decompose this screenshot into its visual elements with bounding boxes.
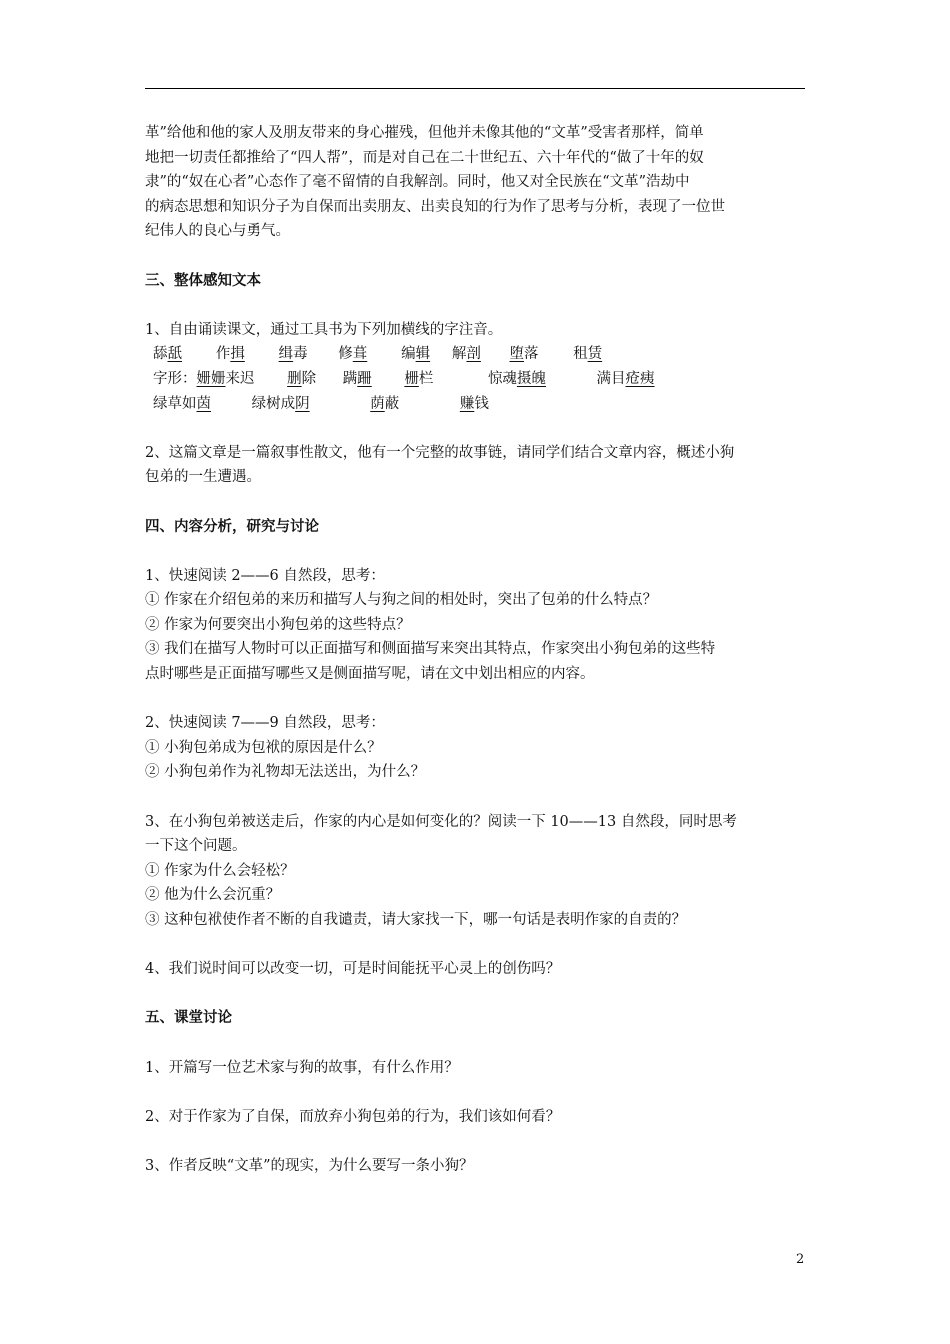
text-line: 的病态思想和知识分子为自保而出卖朋友、出卖良知的行为作了思考与分析，表现了一位世 [145, 198, 725, 215]
question-5-3: 3、作者反映“文革”的现实，为什么要写一条小狗？ [145, 1157, 474, 1174]
text-line: 地把一切责任都推给了“四人帮”，而是对自己在二十世纪五、六十年代的“做了十年的奴 [145, 149, 704, 166]
vocab-row-1 [145, 342, 807, 367]
vocab-item: 荫蔽 [370, 395, 400, 412]
sub-question: ① 作家为什么会轻松？ [145, 862, 295, 879]
vocab-item: 满目疮痍 [596, 370, 655, 387]
intro-paragraph [145, 121, 807, 244]
vocab-item: 租赁 [573, 346, 603, 363]
question-4-3: 3、在小狗包弟被送走后，作家的内心是如何变化的？阅读一下 10——13 自然段，同时思考 [145, 813, 737, 830]
text-line: 纪伟人的良心与勇气。 [145, 223, 290, 240]
vocab-item: 缉毒 [278, 346, 308, 363]
sub-question: ② 小狗包弟作为礼物却无法送出，为什么？ [145, 764, 426, 781]
sub-question: ② 作家为何要突出小狗包弟的这些特点？ [145, 616, 411, 633]
question-4-4: 4、我们说时间可以改变一切，可是时间能抚平心灵上的创伤吗？ [145, 961, 561, 978]
header-rule [145, 88, 805, 89]
vocab-item: 蹒跚 [342, 370, 372, 387]
text-line: 一下这个问题。 [145, 838, 247, 855]
section-heading-4: 四、内容分析，研究与讨论 [145, 517, 319, 535]
question-4-2: 2、快速阅读 7——9 自然段，思考： [145, 715, 385, 732]
vocab-item: 绿草如茵 [153, 395, 211, 412]
question-3-2 [145, 441, 807, 490]
text-line: 2、这篇文章是一篇叙事性散文，他有一个完整的故事链，请同学们结合文章内容，概述小狗 [145, 444, 735, 461]
text-line: 革”给他和他的家人及朋友带来的身心摧残，但他并未像其他的“文革”受害者那样，简单 [145, 125, 704, 141]
vocab-item: 作揖 [215, 346, 245, 363]
sub-question: ① 小狗包弟成为包袱的原因是什么？ [145, 739, 382, 756]
page-number: 2 [796, 1252, 805, 1267]
vocab-item: 修葺 [338, 346, 368, 363]
vocab-item: 栅栏 [404, 370, 434, 387]
question-3-1: 1、自由诵读课文，通过工具书为下列加横线的字注音。 [145, 321, 503, 338]
text-line: 隶”的“奴在心者”心态作了毫不留情的自我解剖。同时，他又对全民族在“文革”浩劫中 [145, 174, 690, 191]
sub-question: ③ 这种包袱使作者不断的自我谴责，请大家找一下，哪一句话是表明作家的自责的？ [145, 912, 687, 928]
section-heading-5: 五、课堂讨论 [145, 1009, 232, 1027]
question-4-1: 1、快速阅读 2——6 自然段，思考： [145, 567, 385, 584]
vocab-item: 堕落 [509, 346, 539, 363]
vocab-item: 解剖 [451, 346, 481, 363]
vocab-row-2 [145, 367, 807, 392]
vocab-item: 姗姗来迟 [196, 370, 255, 387]
section-heading-3: 三、整体感知文本 [145, 271, 261, 289]
sub-question: 点时哪些是正面描写哪些又是侧面描写呢，请在文中划出相应的内容。 [145, 666, 595, 683]
vocab-label: 字形： [153, 370, 197, 387]
vocab-item: 删除 [287, 370, 317, 387]
vocab-row-3 [145, 392, 807, 417]
vocab-item: 惊魂摄魄 [487, 370, 546, 387]
vocab-item: 赚钱 [459, 395, 489, 412]
sub-question: ③ 我们在描写人物时可以正面描写和侧面描写来突出其特点，作家突出小狗包弟的这些特 [145, 641, 716, 658]
text-line: 包弟的一生遭遇。 [145, 469, 261, 486]
sub-question: ② 他为什么会沉重？ [145, 887, 281, 904]
vocab-item: 绿树成阴 [251, 395, 310, 412]
sub-question: ① 作家在介绍包弟的来历和描写人与狗之间的相处时，突出了包弟的什么特点？ [145, 592, 658, 609]
question-5-1: 1、开篇写一位艺术家与狗的故事，有什么作用？ [145, 1059, 459, 1076]
page-content [145, 121, 807, 1179]
vocab-item: 舔舐 [153, 346, 182, 363]
vocab-item: 编辑 [401, 346, 431, 363]
question-5-2: 2、对于作家为了自保，而放弃小狗包弟的行为，我们该如何看？ [145, 1108, 561, 1125]
